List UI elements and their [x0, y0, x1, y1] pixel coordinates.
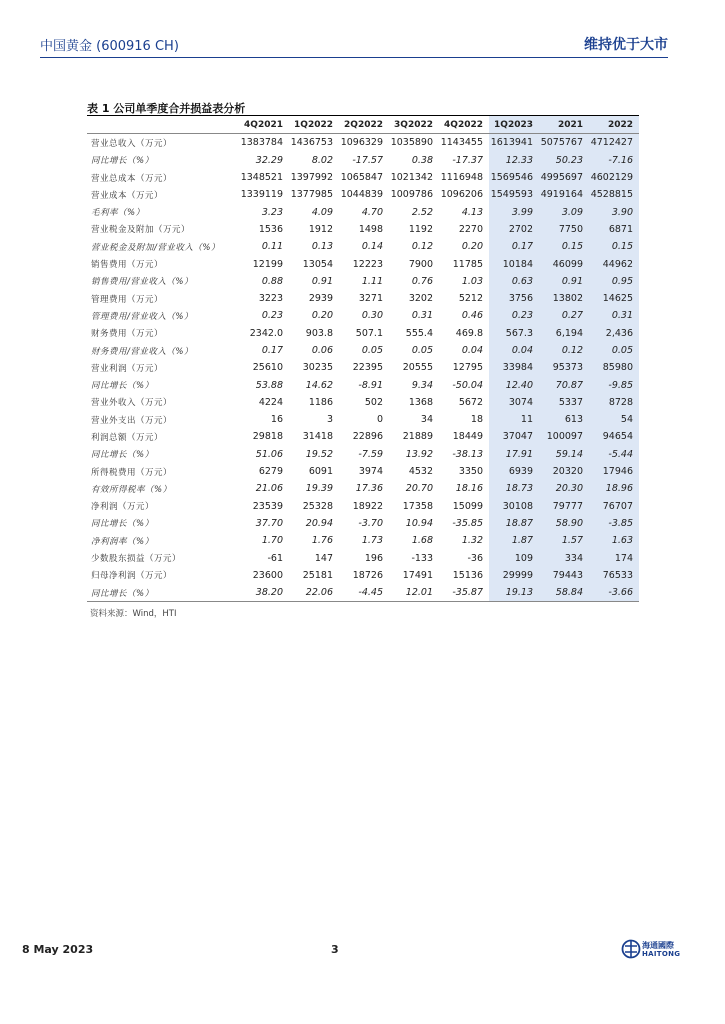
- table-cell: 1096206: [440, 189, 483, 201]
- table-cell: -5.44: [589, 446, 639, 463]
- table-cell: 15099: [452, 500, 483, 512]
- table-cell: 1192: [408, 223, 433, 235]
- table-cell: 37047: [489, 428, 539, 445]
- table-cell: 6939: [489, 463, 539, 480]
- table-cell: 0.31: [411, 310, 433, 322]
- table-cell: 0: [376, 414, 383, 426]
- table-cell: 0.27: [539, 307, 589, 324]
- table-cell: 6279: [258, 466, 283, 478]
- table-cell: 903.8: [305, 327, 333, 339]
- table-row: [87, 394, 639, 411]
- row-label: 销售费用/营业收入（%）: [91, 277, 193, 288]
- table-cell: 76707: [589, 498, 639, 515]
- table-cell: 25610: [252, 362, 283, 374]
- table-cell: 1.87: [489, 532, 539, 549]
- table-cell: 19.13: [489, 584, 539, 602]
- table-cell: 20.30: [539, 480, 589, 497]
- table-cell: 4528815: [589, 186, 639, 203]
- table-cell: 18.16: [455, 483, 483, 495]
- table-cell: 18: [470, 414, 483, 426]
- table-cell: 0.17: [261, 345, 283, 356]
- table-cell: 0.15: [589, 238, 639, 255]
- row-label: 毛利率（%）: [91, 208, 145, 219]
- table-cell: 30235: [302, 362, 333, 374]
- table-cell: 0.91: [311, 275, 333, 287]
- table-cell: 14625: [589, 290, 639, 307]
- row-label: 营业税金及附加/营业收入（%）: [91, 242, 220, 253]
- table-cell: -7.16: [589, 152, 639, 169]
- table-cell: 22.06: [289, 584, 339, 602]
- table-cell: 1.63: [589, 532, 639, 549]
- table-cell: 334: [539, 549, 589, 566]
- column-header: 4Q2022: [439, 116, 489, 134]
- table-cell: 50.23: [539, 152, 589, 169]
- table-cell: 8.02: [311, 154, 333, 166]
- table-cell: 109: [489, 549, 539, 566]
- table-cell: 100097: [539, 428, 589, 445]
- table-cell: 469.8: [455, 327, 483, 339]
- table-cell: 0.46: [461, 310, 483, 322]
- table-row: [87, 532, 639, 549]
- table-cell: 1143455: [440, 137, 483, 149]
- table-cell: 54: [589, 411, 639, 428]
- table-cell: 1377985: [290, 189, 333, 201]
- table-cell: -4.45: [339, 584, 389, 602]
- table-cell: 1339119: [240, 189, 283, 201]
- table-row: [87, 446, 639, 463]
- table-cell: 46099: [539, 255, 589, 272]
- table-cell: 0.05: [589, 342, 639, 359]
- table-row: [87, 411, 639, 428]
- table-cell: 4.70: [361, 206, 383, 218]
- table-cell: 79777: [539, 498, 589, 515]
- row-label: 利润总额（万元）: [91, 432, 164, 443]
- table-cell: 22896: [352, 431, 383, 443]
- table-cell: 12.01: [389, 584, 439, 602]
- table-cell: 4919164: [539, 186, 589, 203]
- table-cell: 20320: [539, 463, 589, 480]
- table-cell: -36: [467, 552, 483, 564]
- table-row: [87, 567, 639, 584]
- table-row: [87, 203, 639, 220]
- table-cell: 1498: [358, 223, 383, 235]
- table-cell: 20.70: [405, 483, 433, 495]
- table-cell: 2939: [308, 293, 333, 305]
- table-cell: 33984: [489, 359, 539, 376]
- table-cell: 10184: [489, 255, 539, 272]
- table-cell: -35.87: [439, 584, 489, 602]
- table-cell: 0.88: [261, 275, 283, 287]
- table-cell: 4.09: [311, 206, 333, 218]
- table-cell: 17.91: [489, 446, 539, 463]
- table-cell: 0.05: [411, 345, 433, 356]
- table-cell: 0.23: [261, 310, 283, 322]
- row-label: 管理费用/营业收入（%）: [91, 311, 193, 322]
- table-cell: -17.57: [352, 154, 383, 166]
- table-header-row: [87, 116, 639, 134]
- table-row: [87, 134, 639, 152]
- table-cell: 1186: [308, 396, 333, 408]
- table-cell: 555.4: [405, 327, 433, 339]
- table-cell: 70.87: [539, 376, 589, 393]
- table-cell: 0.13: [311, 241, 333, 253]
- table-cell: 58.90: [539, 515, 589, 532]
- table-cell: 3: [326, 414, 333, 426]
- table-cell: 21.06: [255, 483, 283, 495]
- table-cell: 2270: [458, 223, 483, 235]
- table-cell: 1.11: [361, 275, 383, 287]
- row-label: 少数股东损益（万元）: [91, 554, 182, 565]
- table-cell: 3.99: [489, 203, 539, 220]
- table-cell: -9.85: [589, 376, 639, 393]
- table-cell: 1549593: [489, 186, 539, 203]
- table-cell: 0.38: [411, 154, 433, 166]
- table-cell: 7750: [539, 221, 589, 238]
- table-cell: 37.70: [255, 517, 283, 529]
- table-cell: 18922: [352, 500, 383, 512]
- table-cell: 1.68: [411, 535, 433, 547]
- table-cell: 18449: [452, 431, 483, 443]
- table-cell: 19.39: [305, 483, 333, 495]
- table-cell: 0.91: [539, 273, 589, 290]
- column-header: 3Q2022: [389, 116, 439, 134]
- row-label: 净利润率（%）: [91, 536, 154, 547]
- table-cell: 14.62: [305, 379, 333, 391]
- row-label: 同比增长（%）: [91, 381, 154, 392]
- logo-chinese-text: 海通國際: [642, 941, 674, 950]
- income-statement-table-container: [87, 116, 639, 602]
- footer-date: 8 May 2023: [22, 943, 94, 956]
- table-cell: 1536: [258, 223, 283, 235]
- table-cell: 0.15: [539, 238, 589, 255]
- table-cell: 17358: [402, 500, 433, 512]
- table-cell: 3271: [358, 293, 383, 305]
- table-cell: 0.23: [489, 307, 539, 324]
- table-cell: 0.17: [489, 238, 539, 255]
- table-cell: 17491: [402, 569, 433, 581]
- table-cell: 4224: [258, 396, 283, 408]
- table-cell: 1436753: [290, 137, 333, 149]
- table-cell: 32.29: [255, 154, 283, 166]
- table-cell: 5337: [539, 394, 589, 411]
- table-cell: 1.32: [461, 535, 483, 547]
- table-row: [87, 480, 639, 497]
- table-cell: 3202: [408, 293, 433, 305]
- table-cell: 1912: [308, 223, 333, 235]
- table-cell: 12223: [352, 258, 383, 270]
- table-cell: 25328: [302, 500, 333, 512]
- table-cell: 0.06: [311, 345, 333, 356]
- table-cell: 0.20: [311, 310, 333, 322]
- table-cell: 17946: [589, 463, 639, 480]
- table-cell: 0.12: [539, 342, 589, 359]
- table-cell: 1096329: [340, 137, 383, 149]
- column-header: 1Q2023: [489, 116, 539, 134]
- table-cell: 6091: [308, 466, 333, 478]
- row-label: 营业总收入（万元）: [91, 138, 173, 149]
- table-cell: 53.88: [255, 379, 283, 391]
- table-cell: 3974: [358, 466, 383, 478]
- table-cell: 1021342: [390, 172, 433, 184]
- table-cell: 1383784: [240, 137, 283, 149]
- table-cell: 11: [489, 411, 539, 428]
- row-label: 销售费用（万元）: [91, 260, 164, 271]
- table-cell: 0.14: [361, 241, 383, 253]
- source-note: 资料来源：Wind，HTI: [90, 609, 177, 619]
- table-row: [87, 342, 639, 359]
- table-cell: 2342.0: [249, 327, 283, 339]
- table-cell: 7900: [408, 258, 433, 270]
- table-row: [87, 463, 639, 480]
- table-cell: -35.85: [452, 517, 483, 529]
- table-cell: 3756: [489, 290, 539, 307]
- row-label: 同比增长（%）: [91, 519, 154, 530]
- table-cell: 20555: [402, 362, 433, 374]
- row-label: 营业外收入（万元）: [91, 398, 173, 409]
- table-cell: -50.04: [452, 379, 483, 391]
- table-row: [87, 169, 639, 186]
- table-row: [87, 238, 639, 255]
- table-cell: 9.34: [411, 379, 433, 391]
- row-label: 营业外支出（万元）: [91, 415, 173, 426]
- table-row: [87, 498, 639, 515]
- table-cell: 12.40: [489, 376, 539, 393]
- table-cell: 4712427: [589, 134, 639, 152]
- table-cell: 4995697: [539, 169, 589, 186]
- table-cell: 18.96: [589, 480, 639, 497]
- table-cell: 25181: [302, 569, 333, 581]
- row-label: 归母净利润（万元）: [91, 571, 173, 582]
- table-cell: 94654: [589, 428, 639, 445]
- row-label: 营业总成本（万元）: [91, 173, 173, 184]
- row-label: 净利润（万元）: [91, 502, 155, 513]
- table-cell: 3223: [258, 293, 283, 305]
- table-row: [87, 584, 639, 602]
- table-cell: 79443: [539, 567, 589, 584]
- table-cell: 31418: [302, 431, 333, 443]
- rating-slogan: 维持优于大市: [584, 37, 668, 53]
- table-row: [87, 152, 639, 169]
- table-cell: 76533: [589, 567, 639, 584]
- column-header: 1Q2022: [289, 116, 339, 134]
- table-cell: 23600: [252, 569, 283, 581]
- table-cell: 2.52: [411, 206, 433, 218]
- row-label: 同比增长（%）: [91, 450, 154, 461]
- header-label-cell: [87, 116, 239, 134]
- table-cell: 196: [364, 552, 383, 564]
- table-cell: -3.66: [589, 584, 639, 602]
- table-cell: 0.04: [461, 345, 483, 356]
- row-label: 所得税费用（万元）: [91, 467, 173, 478]
- column-header: 4Q2021: [239, 116, 289, 134]
- row-label: 营业成本（万元）: [91, 190, 164, 201]
- table-cell: 18.87: [489, 515, 539, 532]
- table-cell: 51.06: [255, 448, 283, 460]
- table-cell: 13054: [302, 258, 333, 270]
- table-cell: -133: [411, 552, 433, 564]
- table-cell: 0.31: [589, 307, 639, 324]
- table-cell: 0.63: [489, 273, 539, 290]
- table-cell: -7.59: [358, 448, 383, 460]
- table-cell: 10.94: [405, 517, 433, 529]
- table-cell: 38.20: [239, 584, 289, 602]
- table-cell: 3.23: [261, 206, 283, 218]
- table-cell: 4602129: [589, 169, 639, 186]
- table-row: [87, 186, 639, 203]
- row-label: 营业利润（万元）: [91, 363, 164, 374]
- table-cell: 0.76: [411, 275, 433, 287]
- table-cell: 1613941: [489, 134, 539, 152]
- table-cell: 1348521: [240, 172, 283, 184]
- table-cell: 507.1: [355, 327, 383, 339]
- table-cell: 174: [589, 549, 639, 566]
- table-row: [87, 515, 639, 532]
- table-cell: 1397992: [290, 172, 333, 184]
- table-cell: 0.95: [589, 273, 639, 290]
- income-statement-table: [87, 116, 639, 602]
- table-title: 表 1 公司单季度合并损益表分析: [87, 102, 246, 115]
- table-cell: 1.57: [539, 532, 589, 549]
- table-cell: 0.20: [461, 241, 483, 253]
- table-cell: 1.73: [361, 535, 383, 547]
- row-label: 财务费用（万元）: [91, 329, 164, 340]
- table-cell: 613: [539, 411, 589, 428]
- table-row: [87, 290, 639, 307]
- table-cell: -3.70: [358, 517, 383, 529]
- table-cell: 13.92: [405, 448, 433, 460]
- table-cell: 0.11: [261, 241, 283, 253]
- table-row: [87, 549, 639, 566]
- row-label: 管理费用（万元）: [91, 294, 164, 305]
- table-cell: 0.05: [361, 345, 383, 356]
- table-cell: -3.85: [589, 515, 639, 532]
- table-cell: 4.13: [461, 206, 483, 218]
- table-cell: 1065847: [340, 172, 383, 184]
- table-cell: 4532: [408, 466, 433, 478]
- table-cell: 1.76: [311, 535, 333, 547]
- table-cell: 1116948: [440, 172, 483, 184]
- table-cell: 23539: [252, 500, 283, 512]
- table-cell: 58.84: [539, 584, 589, 602]
- table-cell: 5212: [458, 293, 483, 305]
- row-label: 有效所得税率（%）: [91, 484, 172, 495]
- table-cell: 18.73: [489, 480, 539, 497]
- column-header: 2Q2022: [339, 116, 389, 134]
- table-cell: -17.37: [452, 154, 483, 166]
- table-cell: 3350: [458, 466, 483, 478]
- table-cell: -61: [267, 552, 283, 564]
- table-cell: -38.13: [452, 448, 483, 460]
- table-cell: 21889: [402, 431, 433, 443]
- table-row: [87, 273, 639, 290]
- table-cell: 20.94: [305, 517, 333, 529]
- table-cell: 3.09: [539, 203, 589, 220]
- table-cell: 16: [270, 414, 283, 426]
- table-cell: 44962: [589, 255, 639, 272]
- table-cell: 19.52: [305, 448, 333, 460]
- table-cell: 1044839: [340, 189, 383, 201]
- table-cell: 1009786: [390, 189, 433, 201]
- table-cell: 11785: [452, 258, 483, 270]
- table-row: [87, 255, 639, 272]
- logo-english-text: HAITONG: [642, 950, 681, 958]
- table-cell: 1368: [408, 396, 433, 408]
- table-cell: 15136: [452, 569, 483, 581]
- table-row: [87, 221, 639, 238]
- table-cell: 1.03: [461, 275, 483, 287]
- table-cell: 17.36: [355, 483, 383, 495]
- table-cell: 2,436: [589, 325, 639, 342]
- table-cell: 18726: [352, 569, 383, 581]
- company-ticker: 中国黄金 (600916 CH): [40, 39, 179, 54]
- table-cell: 95373: [539, 359, 589, 376]
- table-body: [87, 134, 639, 602]
- table-cell: 8728: [589, 394, 639, 411]
- table-row: [87, 428, 639, 445]
- table-cell: 22395: [352, 362, 383, 374]
- table-row: [87, 325, 639, 342]
- table-cell: 1.70: [261, 535, 283, 547]
- table-cell: 6871: [589, 221, 639, 238]
- table-row: [87, 359, 639, 376]
- table-cell: 12795: [452, 362, 483, 374]
- table-cell: 29818: [252, 431, 283, 443]
- table-cell: 502: [364, 396, 383, 408]
- table-cell: 3074: [489, 394, 539, 411]
- table-cell: 12.33: [489, 152, 539, 169]
- row-label: 营业税金及附加（万元）: [91, 225, 191, 236]
- column-header: 2022: [589, 116, 639, 134]
- page-number: 3: [331, 943, 339, 956]
- table-cell: 6,194: [539, 325, 589, 342]
- header-rule: [40, 57, 668, 58]
- table-cell: 12199: [252, 258, 283, 270]
- table-row: [87, 376, 639, 393]
- row-label: 同比增长（%）: [91, 156, 154, 167]
- column-header: 2021: [539, 116, 589, 134]
- table-cell: 5075767: [539, 134, 589, 152]
- table-cell: 1569546: [489, 169, 539, 186]
- table-cell: 1035890: [390, 137, 433, 149]
- table-cell: 30108: [489, 498, 539, 515]
- table-cell: 34: [420, 414, 433, 426]
- table-cell: 2702: [489, 221, 539, 238]
- table-cell: 147: [314, 552, 333, 564]
- table-cell: 5672: [458, 396, 483, 408]
- row-label: 财务费用/营业收入（%）: [91, 346, 193, 357]
- table-row: [87, 307, 639, 324]
- table-cell: 0.30: [361, 310, 383, 322]
- table-cell: 0.12: [411, 241, 433, 253]
- table-cell: 567.3: [489, 325, 539, 342]
- table-cell: 13802: [539, 290, 589, 307]
- row-label: 同比增长（%）: [87, 584, 239, 602]
- table-cell: 29999: [489, 567, 539, 584]
- table-cell: 3.90: [589, 203, 639, 220]
- table-cell: 0.04: [489, 342, 539, 359]
- table-cell: 85980: [589, 359, 639, 376]
- table-cell: 59.14: [539, 446, 589, 463]
- table-cell: -8.91: [358, 379, 383, 391]
